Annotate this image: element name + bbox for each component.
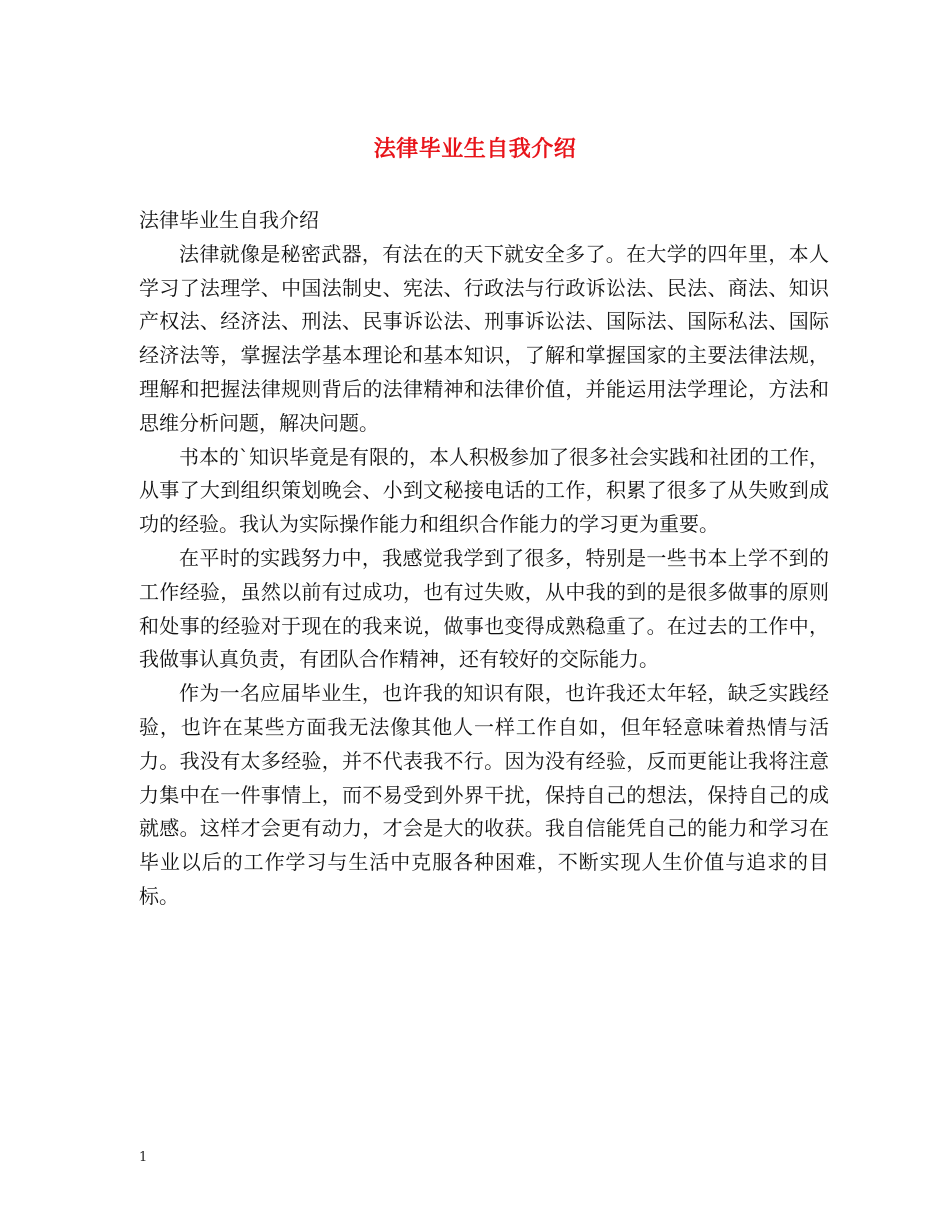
document-subtitle: 法律毕业生自我介绍: [139, 208, 319, 232]
page-number: 1: [139, 1150, 148, 1165]
paragraph-3: 在平时的实践努力中，我感觉我学到了很多，特别是一些书本上学不到的工作经验，虽然以前有过成功，也有过失败，从中我的到的是很多做事的原则和处事的经验对于现在的我来说，做事也变得成熟稳重了。在过去的工作中，我做事认真负责，有团队合作精神，还有较好的交际能力。: [139, 545, 829, 672]
document-title: 法律毕业生自我介绍: [373, 136, 577, 162]
paragraph-2: 书本的`知识毕竟是有限的，本人积极参加了很多社会实践和社团的工作，从事了大到组织策划晚会、小到文秘接电话的工作，积累了很多了从失败到成功的经验。我认为实际操作能力和组织合作能力的学习更为重要。: [139, 444, 829, 537]
document-body: [139, 204, 829, 914]
paragraph-1: 法律就像是秘密武器，有法在的天下就安全多了。在大学的四年里，本人学习了法理学、中国法制史、宪法、行政法与行政诉讼法、民法、商法、知识产权法、经济法、刑法、民事诉讼法、刑事诉讼法、国际法、国际私法、国际经济法等，掌握法学基本理论和基本知识，了解和掌握国家的主要法律法规，理解和把握法律规则背后的法律精神和法律价值，并能运用法学理论，方法和思维分析问题，解决问题。: [139, 241, 829, 435]
paragraph-4: 作为一名应届毕业生，也许我的知识有限，也许我还太年轻，缺乏实践经验，也许在某些方面我无法像其他人一样工作自如，但年轻意味着热情与活力。我没有太多经验，并不代表我不行。因为没有经验，反而更能让我将注意力集中在一件事情上，而不易受到外界干扰，保持自己的想法，保持自己的成就感。这样才会更有动力，才会是大的收获。我自信能凭自己的能力和学习在毕业以后的工作学习与生活中克服各种困难，不断实现人生价值与追求的目标。: [139, 681, 829, 908]
